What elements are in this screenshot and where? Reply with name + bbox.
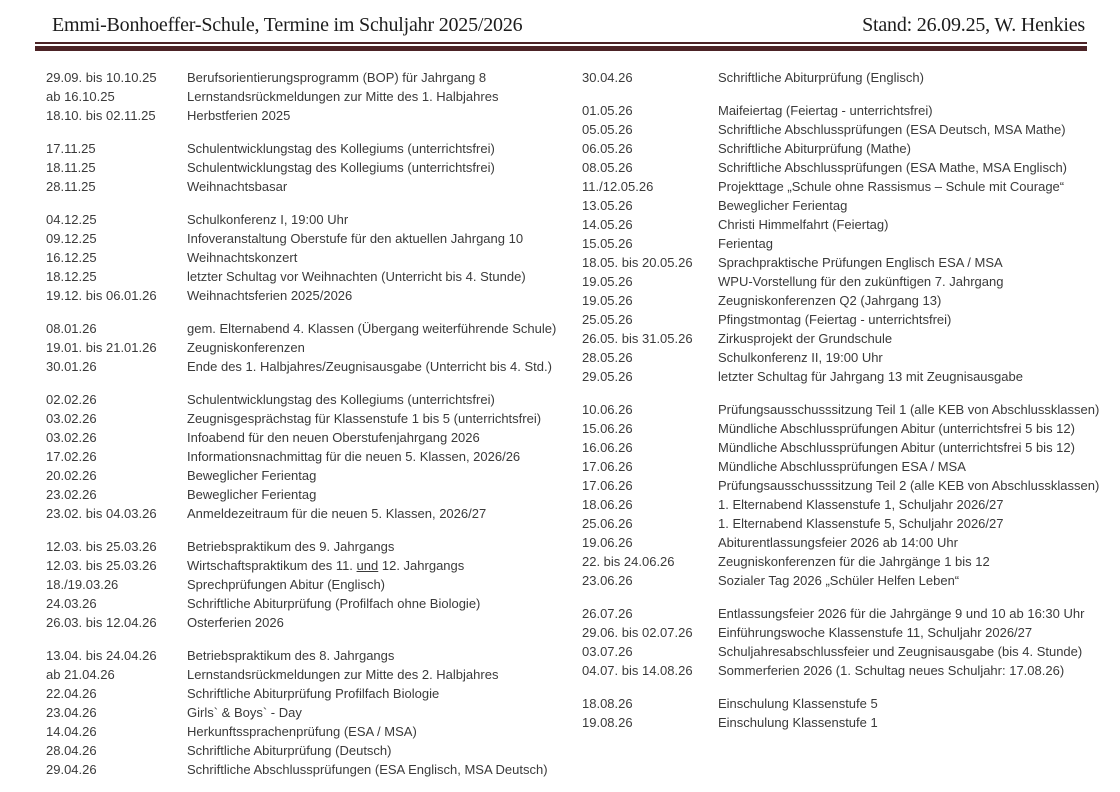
event-text: Beweglicher Ferientag [718, 198, 848, 213]
event-row [582, 438, 1102, 457]
event-row [582, 158, 1102, 177]
event-text: Schriftliche Abschlussprüfungen (ESA Englisch, MSA Deutsch) [187, 762, 548, 777]
event-row [582, 400, 1102, 419]
event-date: 20.02.26 [46, 468, 97, 483]
event-date: 23.06.26 [582, 573, 633, 588]
event-text: Lernstandsrückmeldungen zur Mitte des 2. Halbjahres [187, 667, 499, 682]
event-date: 06.05.26 [582, 141, 633, 156]
event-date: 12.03. bis 25.03.26 [46, 558, 157, 573]
event-row [46, 390, 582, 409]
event-text: Weihnachtsferien 2025/2026 [187, 288, 353, 303]
event-text: Anmeldezeitraum für die neuen 5. Klassen, 2026/27 [187, 506, 487, 521]
event-text: Schulentwicklungstag des Kollegiums (unterrichtsfrei) [187, 160, 495, 175]
event-row [46, 158, 582, 177]
event-row [46, 485, 582, 504]
event-text: Schulentwicklungstag des Kollegiums (unterrichtsfrei) [187, 392, 495, 407]
event-group [582, 101, 1102, 386]
event-date: 18.05. bis 20.05.26 [582, 255, 693, 270]
event-text: Herkunftssprachenprüfung (ESA / MSA) [187, 724, 417, 739]
event-row [582, 68, 1102, 87]
schedule-column-left [46, 68, 582, 792]
event-row [582, 310, 1102, 329]
event-row [582, 120, 1102, 139]
event-text: Schriftliche Abiturprüfung (Mathe) [718, 141, 911, 156]
event-text: Pfingstmontag (Feiertag - unterrichtsfrei) [718, 312, 952, 327]
event-group [582, 694, 1102, 732]
event-text: Girls` & Boys` - Day [187, 705, 302, 720]
event-group [46, 537, 582, 632]
event-row [46, 703, 582, 722]
event-date: 19.05.26 [582, 274, 633, 289]
event-row [582, 139, 1102, 158]
event-date: 14.04.26 [46, 724, 97, 739]
event-date: 03.02.26 [46, 411, 97, 426]
event-row [46, 87, 582, 106]
event-date: 29.06. bis 02.07.26 [582, 625, 693, 640]
event-date: 18.10. bis 02.11.25 [46, 108, 156, 123]
event-text: Zeugnisgesprächstag für Klassenstufe 1 bis 5 (unterrichtsfrei) [187, 411, 542, 426]
event-date: 22. bis 24.06.26 [582, 554, 675, 569]
event-text: Projekttage „Schule ohne Rassismus – Schule mit Courage“ [718, 179, 1065, 194]
event-text: Sprachpraktische Prüfungen Englisch ESA / MSA [718, 255, 1003, 270]
event-date: 29.04.26 [46, 762, 97, 777]
event-text: Entlassungsfeier 2026 für die Jahrgänge 9 und 10 ab 16:30 Uhr [718, 606, 1085, 621]
event-text: Berufsorientierungsprogramm (BOP) für Jahrgang 8 [187, 70, 487, 85]
event-date: 25.05.26 [582, 312, 633, 327]
event-date: 05.05.26 [582, 122, 633, 137]
event-row [46, 139, 582, 158]
event-text: Osterferien 2026 [187, 615, 284, 630]
event-row [46, 613, 582, 632]
event-text: Informationsnachmittag für die neuen 5. Klassen, 2026/26 [187, 449, 521, 464]
event-row [582, 272, 1102, 291]
event-date: 19.12. bis 06.01.26 [46, 288, 157, 303]
event-row [46, 575, 582, 594]
event-date: 29.09. bis 10.10.25 [46, 70, 157, 85]
event-date: 22.04.26 [46, 686, 97, 701]
event-row [582, 514, 1102, 533]
event-text: Wirtschaftspraktikum des 11. und 12. Jahrgangs [187, 558, 465, 573]
event-group [582, 604, 1102, 680]
event-text: Einschulung Klassenstufe 1 [718, 715, 878, 730]
underlined-word: und [356, 558, 379, 573]
event-date: 26.05. bis 31.05.26 [582, 331, 693, 346]
event-text: Sozialer Tag 2026 „Schüler Helfen Leben“ [718, 573, 960, 588]
event-text: Einführungswoche Klassenstufe 11, Schuljahr 2026/27 [718, 625, 1033, 640]
event-row [46, 68, 582, 87]
event-date: 16.06.26 [582, 440, 633, 455]
event-row [582, 604, 1102, 623]
event-text: Herbstferien 2025 [187, 108, 291, 123]
event-row [582, 348, 1102, 367]
event-group [46, 139, 582, 196]
event-row [582, 196, 1102, 215]
event-row [46, 229, 582, 248]
schedule-column-right [582, 68, 1102, 792]
event-date: 19.05.26 [582, 293, 633, 308]
event-group [46, 68, 582, 125]
event-text: 1. Elternabend Klassenstufe 1, Schuljahr 2026/27 [718, 497, 1004, 512]
event-text: Weihnachtskonzert [187, 250, 298, 265]
event-text: Mündliche Abschlussprüfungen Abitur (unterrichtsfrei 5 bis 12) [718, 421, 1075, 436]
event-row [582, 101, 1102, 120]
event-date: 28.11.25 [46, 179, 96, 194]
event-date: ab 21.04.26 [46, 667, 115, 682]
event-row [582, 329, 1102, 348]
event-date: 13.04. bis 24.04.26 [46, 648, 157, 663]
event-date: 08.05.26 [582, 160, 633, 175]
event-row [582, 642, 1102, 661]
event-date: 18.08.26 [582, 696, 633, 711]
event-date: 03.07.26 [582, 644, 633, 659]
event-row [582, 457, 1102, 476]
event-date: 23.02.26 [46, 487, 97, 502]
event-date: 11./12.05.26 [582, 179, 654, 194]
event-row [582, 177, 1102, 196]
event-text: Ende des 1. Halbjahres/Zeugnisausgabe (Unterricht bis 4. Std.) [187, 359, 552, 374]
event-row [46, 248, 582, 267]
event-group [582, 68, 1102, 87]
event-date: 29.05.26 [582, 369, 633, 384]
event-group [46, 390, 582, 523]
event-date: 19.06.26 [582, 535, 633, 550]
event-row [46, 319, 582, 338]
event-date: 23.02. bis 04.03.26 [46, 506, 157, 521]
event-date: 28.05.26 [582, 350, 633, 365]
event-group [46, 210, 582, 305]
event-row [46, 428, 582, 447]
event-date: 17.06.26 [582, 459, 633, 474]
event-row [46, 722, 582, 741]
event-row [46, 741, 582, 760]
event-date: 13.05.26 [582, 198, 633, 213]
event-date: 30.04.26 [582, 70, 633, 85]
event-date: 01.05.26 [582, 103, 633, 118]
event-date: 24.03.26 [46, 596, 97, 611]
event-group [46, 646, 582, 779]
event-text: Infoabend für den neuen Oberstufenjahrgang 2026 [187, 430, 480, 445]
event-text: Betriebspraktikum des 9. Jahrgangs [187, 539, 395, 554]
event-text: Schriftliche Abiturprüfung (Englisch) [718, 70, 924, 85]
event-row [582, 623, 1102, 642]
event-text: Schuljahresabschlussfeier und Zeugnisausgabe (bis 4. Stunde) [718, 644, 1083, 659]
event-row [46, 409, 582, 428]
event-row [582, 419, 1102, 438]
event-date: 30.01.26 [46, 359, 97, 374]
event-row [582, 367, 1102, 386]
event-row [46, 466, 582, 485]
event-date: 14.05.26 [582, 217, 633, 232]
event-text: Schriftliche Abschlussprüfungen (ESA Deutsch, MSA Mathe) [718, 122, 1066, 137]
header-divider [35, 42, 1087, 51]
event-date: 03.02.26 [46, 430, 97, 445]
event-date: ab 16.10.25 [46, 89, 115, 104]
event-text: Weihnachtsbasar [187, 179, 288, 194]
event-date: 10.06.26 [582, 402, 633, 417]
event-text: Lernstandsrückmeldungen zur Mitte des 1. Halbjahres [187, 89, 499, 104]
event-row [582, 234, 1102, 253]
event-row [46, 267, 582, 286]
event-row [46, 665, 582, 684]
event-text: letzter Schultag vor Weihnachten (Unterricht bis 4. Stunde) [187, 269, 526, 284]
event-row [46, 177, 582, 196]
event-date: 15.06.26 [582, 421, 633, 436]
event-row [46, 594, 582, 613]
event-text: Schriftliche Abiturprüfung (Deutsch) [187, 743, 392, 758]
event-row [46, 447, 582, 466]
event-text: Betriebspraktikum des 8. Jahrgangs [187, 648, 395, 663]
event-date: 18.12.25 [46, 269, 97, 284]
event-text: Schulkonferenz I, 19:00 Uhr [187, 212, 349, 227]
event-row [582, 694, 1102, 713]
event-text: Abiturentlassungsfeier 2026 ab 14:00 Uhr [718, 535, 958, 550]
event-date: 09.12.25 [46, 231, 97, 246]
event-date: 04.12.25 [46, 212, 97, 227]
event-row [582, 253, 1102, 272]
event-row [582, 533, 1102, 552]
event-row [582, 476, 1102, 495]
event-row [46, 338, 582, 357]
event-date: 19.08.26 [582, 715, 633, 730]
event-date: 18./19.03.26 [46, 577, 119, 592]
revision-stamp: Stand: 26.09.25, W. Henkies [862, 14, 1085, 36]
event-text: Ferientag [718, 236, 773, 251]
event-row [582, 661, 1102, 680]
event-text: Schriftliche Abschlussprüfungen (ESA Mathe, MSA Englisch) [718, 160, 1068, 175]
event-text: Zirkusprojekt der Grundschule [718, 331, 893, 346]
event-date: 26.03. bis 12.04.26 [46, 615, 157, 630]
event-date: 16.12.25 [46, 250, 97, 265]
schedule-columns [0, 51, 1120, 792]
event-group [46, 319, 582, 376]
event-date: 17.06.26 [582, 478, 633, 493]
event-text: Zeugniskonferenzen für die Jahrgänge 1 bis 12 [718, 554, 990, 569]
event-row [46, 210, 582, 229]
event-row [46, 760, 582, 779]
event-row [46, 357, 582, 376]
event-date: 12.03. bis 25.03.26 [46, 539, 157, 554]
event-row [46, 106, 582, 125]
event-row [46, 556, 582, 575]
document-header [0, 0, 1120, 37]
event-text: Schriftliche Abiturprüfung Profilfach Biologie [187, 686, 440, 701]
event-text: Mündliche Abschlussprüfungen ESA / MSA [718, 459, 966, 474]
event-text: Beweglicher Ferientag [187, 487, 317, 502]
event-row [46, 286, 582, 305]
event-text: Beweglicher Ferientag [187, 468, 317, 483]
event-date: 02.02.26 [46, 392, 97, 407]
event-row [582, 495, 1102, 514]
event-group [582, 400, 1102, 590]
event-date: 26.07.26 [582, 606, 633, 621]
event-text: Zeugniskonferenzen Q2 (Jahrgang 13) [718, 293, 942, 308]
event-row [582, 215, 1102, 234]
event-row [582, 552, 1102, 571]
event-date: 18.11.25 [46, 160, 96, 175]
event-date: 28.04.26 [46, 743, 97, 758]
event-text: Prüfungsausschusssitzung Teil 1 (alle KEB von Abschlussklassen) [718, 402, 1100, 417]
event-row [46, 646, 582, 665]
event-row [582, 713, 1102, 732]
event-date: 23.04.26 [46, 705, 97, 720]
event-date: 25.06.26 [582, 516, 633, 531]
event-text: Einschulung Klassenstufe 5 [718, 696, 878, 711]
event-text: Christi Himmelfahrt (Feiertag) [718, 217, 889, 232]
event-date: 17.02.26 [46, 449, 97, 464]
event-row [46, 504, 582, 523]
event-text: Schulentwicklungstag des Kollegiums (unterrichtsfrei) [187, 141, 495, 156]
event-date: 17.11.25 [46, 141, 96, 156]
event-text: Schulkonferenz II, 19:00 Uhr [718, 350, 883, 365]
event-text: Sommerferien 2026 (1. Schultag neues Schuljahr: 17.08.26) [718, 663, 1065, 678]
event-date: 04.07. bis 14.08.26 [582, 663, 693, 678]
event-date: 18.06.26 [582, 497, 633, 512]
event-text: gem. Elternabend 4. Klassen (Übergang weiterführende Schule) [187, 321, 557, 336]
event-date: 15.05.26 [582, 236, 633, 251]
event-date: 08.01.26 [46, 321, 97, 336]
event-text: Zeugniskonferenzen [187, 340, 305, 355]
event-row [582, 291, 1102, 310]
event-row [46, 684, 582, 703]
event-text: WPU-Vorstellung für den zukünftigen 7. Jahrgang [718, 274, 1004, 289]
event-row [46, 537, 582, 556]
event-row [582, 571, 1102, 590]
event-text: 1. Elternabend Klassenstufe 5, Schuljahr 2026/27 [718, 516, 1004, 531]
page-title: Emmi-Bonhoeffer-Schule, Termine im Schuljahr 2025/2026 [52, 14, 523, 36]
event-date: 19.01. bis 21.01.26 [46, 340, 157, 355]
event-text: letzter Schultag für Jahrgang 13 mit Zeugnisausgabe [718, 369, 1023, 384]
event-text: Infoveranstaltung Oberstufe für den aktuellen Jahrgang 10 [187, 231, 524, 246]
event-text: Sprechprüfungen Abitur (Englisch) [187, 577, 386, 592]
event-text: Mündliche Abschlussprüfungen Abitur (unterrichtsfrei 5 bis 12) [718, 440, 1075, 455]
event-text: Prüfungsausschusssitzung Teil 2 (alle KEB von Abschlussklassen) [718, 478, 1100, 493]
event-text: Maifeiertag (Feiertag - unterrichtsfrei) [718, 103, 933, 118]
event-text: Schriftliche Abiturprüfung (Profilfach ohne Biologie) [187, 596, 481, 611]
